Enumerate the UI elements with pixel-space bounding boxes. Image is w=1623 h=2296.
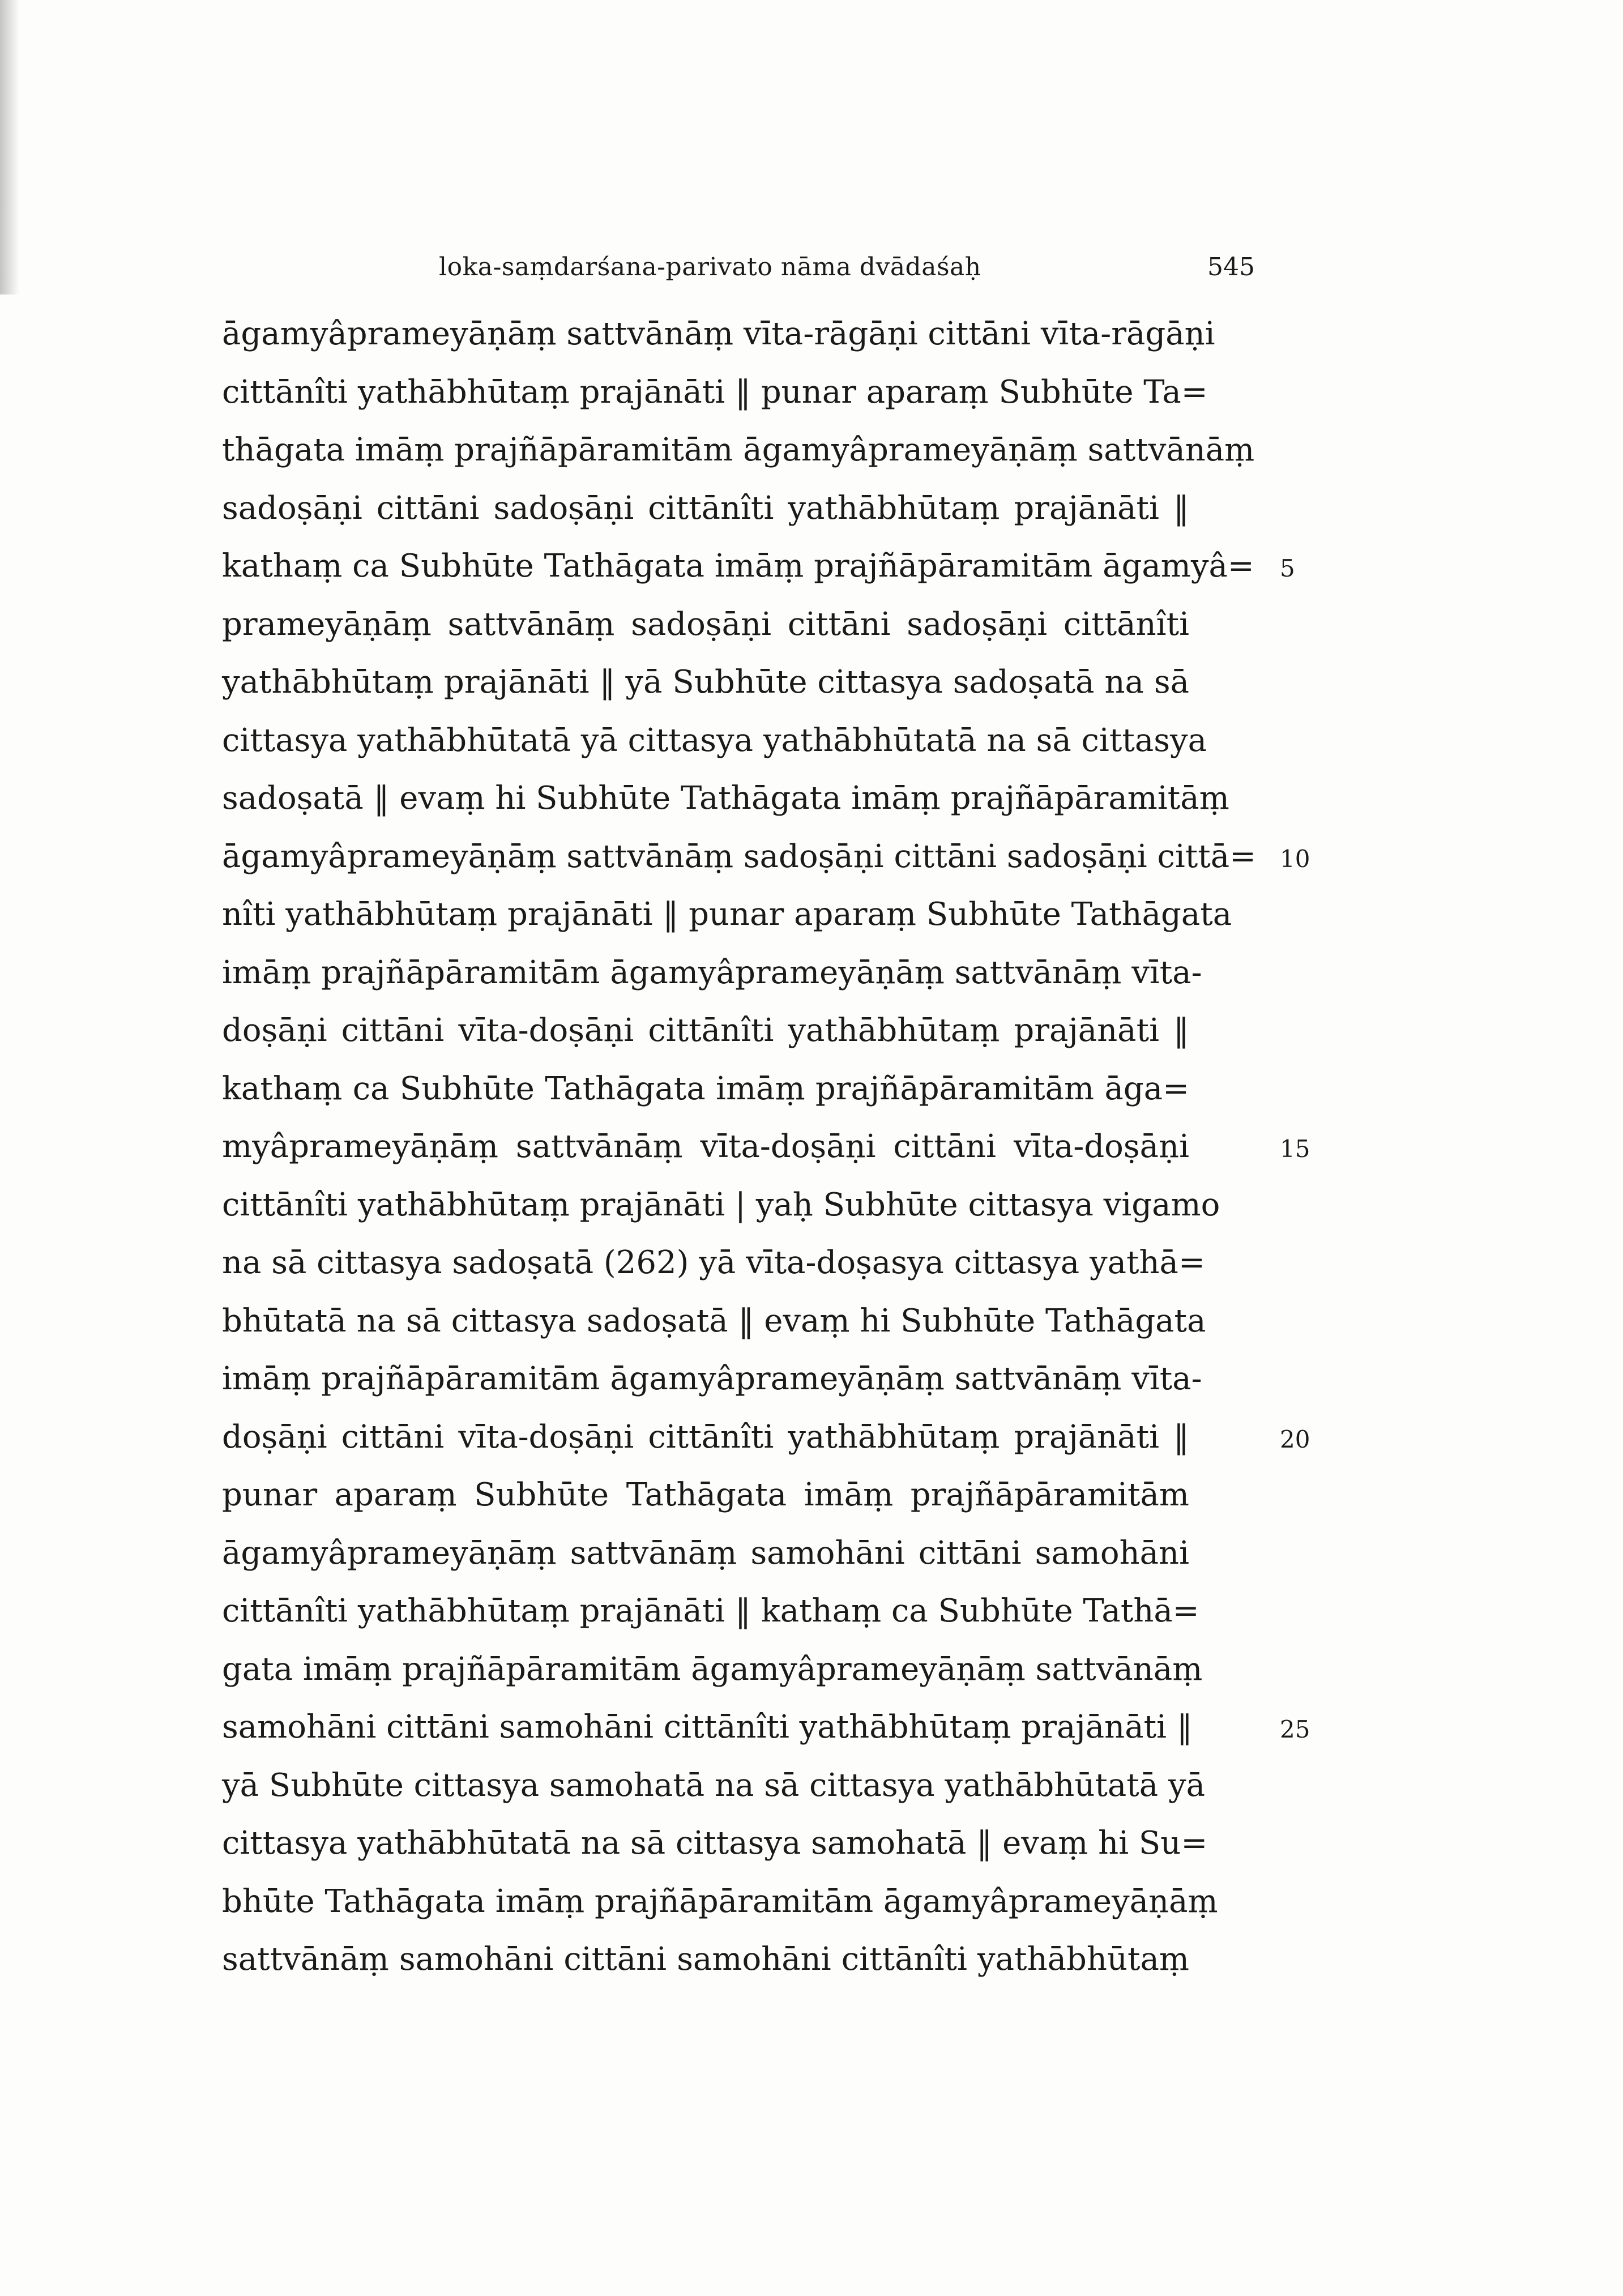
text-line: yā Subhūte cittasya samohatā na sā cittasya yathābhūtatā yā	[222, 1766, 1205, 1804]
text-line: sadoṣatā ‖ evaṃ hi Subhūte Tathāgata imāṃ prajñāpāramitāṃ	[222, 780, 1229, 817]
text-line: na sā cittasya sadoṣatā (262) yā vīta-doṣasya cittasya yathā=	[222, 1244, 1205, 1281]
text-line: doṣāṇi cittāni vīta-doṣāṇi cittānîti yathābhūtaṃ prajānāti ‖	[222, 1012, 1189, 1049]
text-line: gata imāṃ prajñāpāramitām āgamyâprameyāṇāṃ sattvānāṃ	[222, 1650, 1203, 1688]
text-line: bhūte Tathāgata imāṃ prajñāpāramitām āgamyâprameyāṇāṃ	[222, 1883, 1218, 1920]
text-line: āgamyâprameyāṇāṃ sattvānāṃ sadoṣāṇi cittāni sadoṣāṇi cittā=	[222, 838, 1257, 875]
text-line: prameyāṇāṃ sattvānāṃ sadoṣāṇi cittāni sadoṣāṇi cittānîti	[222, 605, 1189, 643]
margin-line-number: 25	[1280, 1715, 1310, 1743]
text-line: cittasya yathābhūtatā yā cittasya yathābhūtatā na sā cittasya	[222, 722, 1207, 759]
text-line: nîti yathābhūtaṃ prajānāti ‖ punar aparaṃ Subhūte Tathāgata	[222, 896, 1232, 933]
text-line: āgamyâprameyāṇāṃ sattvānāṃ vīta-rāgāṇi cittāni vīta-rāgāṇi	[222, 315, 1215, 352]
text-line: punar aparaṃ Subhūte Tathāgata imāṃ prajñāpāramitām	[222, 1476, 1189, 1513]
text-line: imāṃ prajñāpāramitām āgamyâprameyāṇāṃ sattvānāṃ vīta-	[222, 954, 1202, 991]
text-line: bhūtatā na sā cittasya sadoṣatā ‖ evaṃ hi Subhūte Tathāgata	[222, 1302, 1206, 1339]
text-line: kathaṃ ca Subhūte Tathāgata imāṃ prajñāpāramitām āga=	[222, 1070, 1189, 1107]
text-line: myâprameyāṇāṃ sattvānāṃ vīta-doṣāṇi cittāni vīta-doṣāṇi	[222, 1128, 1189, 1165]
text-line: doṣāṇi cittāni vīta-doṣāṇi cittānîti yathābhūtaṃ prajānāti ‖	[222, 1418, 1189, 1456]
margin-line-number: 20	[1280, 1425, 1310, 1453]
text-line: cittānîti yathābhūtaṃ prajānāti | yaḥ Subhūte cittasya vigamo	[222, 1186, 1220, 1223]
text-line: samohāni cittāni samohāni cittānîti yathābhūtaṃ prajānāti ‖	[222, 1709, 1193, 1746]
running-title: loka-saṃdarśana-parivato nāma dvādaśaḥ	[439, 253, 981, 281]
margin-line-number: 5	[1280, 554, 1295, 582]
text-line: yathābhūtaṃ prajānāti ‖ yā Subhūte cittasya sadoṣatā na sā	[222, 664, 1189, 701]
scan-edge-shadow	[0, 0, 19, 295]
text-line: sadoṣāṇi cittāni sadoṣāṇi cittānîti yathābhūtaṃ prajānāti ‖	[222, 489, 1189, 527]
margin-line-number: 10	[1280, 844, 1310, 873]
text-line: cittasya yathābhūtatā na sā cittasya samohatā ‖ evaṃ hi Su=	[222, 1825, 1208, 1862]
text-line: cittānîti yathābhūtaṃ prajānāti ‖ kathaṃ ca Subhūte Tathā=	[222, 1593, 1199, 1629]
text-line: āgamyâprameyāṇāṃ sattvānāṃ samohāni cittāni samohāni	[222, 1534, 1189, 1572]
text-line: thāgata imāṃ prajñāpāramitām āgamyâprameyāṇāṃ sattvānāṃ	[222, 432, 1255, 468]
text-line: kathaṃ ca Subhūte Tathāgata imāṃ prajñāpāramitām āgamyâ=	[222, 548, 1254, 584]
page-number: 545	[1207, 253, 1255, 281]
text-line: imāṃ prajñāpāramitām āgamyâprameyāṇāṃ sattvānāṃ vīta-	[222, 1360, 1202, 1397]
text-line: sattvānāṃ samohāni cittāni samohāni cittānîti yathābhūtaṃ	[222, 1941, 1189, 1978]
body-text	[222, 315, 1257, 1999]
text-line: cittānîti yathābhūtaṃ prajānāti ‖ punar aparaṃ Subhūte Ta=	[222, 373, 1208, 411]
margin-line-number: 15	[1280, 1135, 1310, 1163]
